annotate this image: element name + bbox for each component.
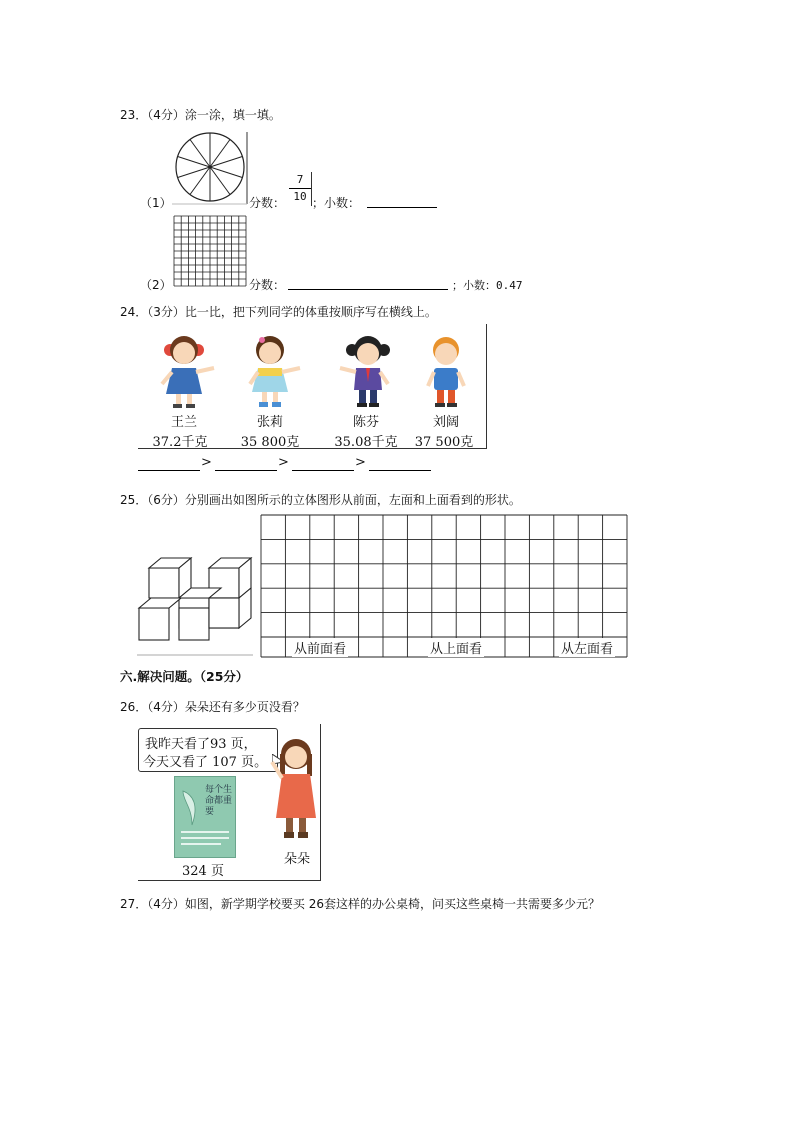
q24-title: 24．（3分）比一比，把下列同学的体重按顺序写在横线上。 bbox=[120, 305, 437, 319]
q23-part1-label: （1） bbox=[140, 196, 172, 210]
order-blank-1[interactable] bbox=[138, 458, 200, 471]
kid-weight-chenfen: 35.08千克 bbox=[334, 435, 398, 450]
cube-solid-figure bbox=[137, 556, 253, 656]
hundred-grid[interactable] bbox=[170, 214, 250, 288]
q23-part2-fraction-blank[interactable] bbox=[288, 275, 448, 290]
kid-name-zhangli: 张莉 bbox=[256, 415, 283, 430]
kid-liukuo-figure bbox=[410, 328, 482, 410]
q26-title: 26．（4分）朵朵还有多少页没看？ bbox=[120, 700, 305, 714]
book-cover bbox=[174, 776, 236, 858]
order-blank-3[interactable] bbox=[292, 458, 354, 471]
section6-title: 六.解决问题。（25分） bbox=[120, 669, 249, 684]
q26-picture bbox=[138, 724, 321, 881]
leaf-icon bbox=[179, 787, 205, 827]
q23-part2-decimal-text: ；小数：0.47 bbox=[452, 279, 523, 292]
kid-weight-liukuo: 37 500克 bbox=[414, 435, 474, 450]
gt-symbol-3: > bbox=[355, 455, 366, 470]
speech-line-2: 今天又看了 107 页。 bbox=[143, 755, 268, 770]
kid-wanglan-figure bbox=[148, 328, 220, 410]
book-pages: 324 页 bbox=[182, 864, 224, 879]
book-line bbox=[181, 843, 221, 845]
gt-symbol-1: > bbox=[201, 455, 212, 470]
book-line bbox=[181, 837, 229, 839]
drawing-grid[interactable] bbox=[260, 514, 628, 658]
q23-part2-label: （2） bbox=[140, 278, 172, 292]
fraction-denominator: 10 bbox=[293, 190, 307, 203]
label-from-front: 从前面看 bbox=[292, 638, 348, 657]
q23-part1-fraction-text: 分数： bbox=[249, 196, 286, 210]
kid-weight-zhangli: 35 800克 bbox=[240, 435, 300, 450]
speech-line-1: 我昨天看了93 页， bbox=[145, 737, 257, 752]
fraction-numerator: 7 bbox=[289, 172, 311, 189]
kid-chenfen-figure bbox=[332, 328, 404, 410]
q23-part2-fraction-text: 分数： bbox=[249, 278, 286, 292]
q25-title: 25．（6分）分别画出如图所示的立体图形从前面，左面和上面看到的形状。 bbox=[120, 493, 521, 507]
kid-zhangli-figure bbox=[234, 328, 306, 410]
q23-part1-decimal-blank[interactable] bbox=[367, 193, 437, 208]
label-from-left: 从左面看 bbox=[559, 638, 615, 657]
order-blank-4[interactable] bbox=[369, 458, 431, 471]
circle-ten-parts[interactable] bbox=[170, 130, 250, 206]
kid-name-chenfen: 陈芬 bbox=[352, 415, 379, 430]
q23-part1-decimal-text: ；小数： bbox=[312, 196, 361, 210]
order-blank-2[interactable] bbox=[215, 458, 277, 471]
kid-weight-wanglan: 37.2千克 bbox=[152, 435, 208, 450]
kids-picture bbox=[138, 324, 487, 449]
speech-bubble bbox=[138, 728, 278, 772]
girl-duoduo-figure bbox=[270, 732, 320, 848]
book-title: 每个生命都重要 bbox=[205, 785, 233, 817]
q27-title: 27．（4分）如图，新学期学校要买 26套这样的办公桌椅，问买这些桌椅一共需要多少元？ bbox=[120, 897, 600, 911]
label-from-top: 从上面看 bbox=[428, 638, 484, 657]
girl-name: 朵朵 bbox=[284, 852, 311, 867]
gt-symbol-2: > bbox=[278, 455, 289, 470]
book-line bbox=[181, 831, 229, 833]
fraction-box[interactable] bbox=[289, 172, 312, 206]
q23-title: 23．（4分）涂一涂，填一填。 bbox=[120, 108, 281, 122]
kid-name-liukuo: 刘阔 bbox=[432, 415, 459, 430]
kid-name-wanglan: 王兰 bbox=[170, 415, 197, 430]
